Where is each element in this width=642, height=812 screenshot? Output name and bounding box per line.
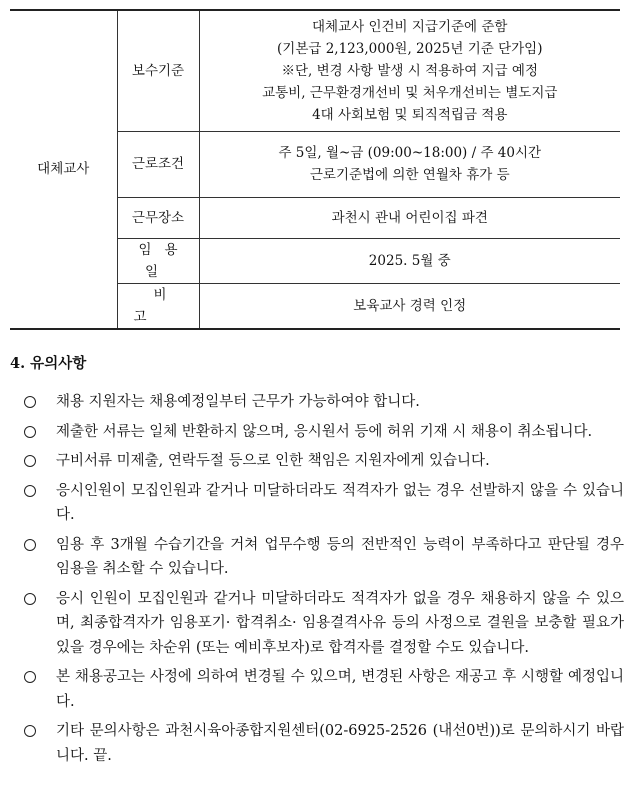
conditions-table — [10, 9, 620, 330]
list-item — [24, 390, 624, 415]
list-item — [24, 533, 624, 582]
note-text: 구비서류 미제출, 연락두절 등으로 인한 책임은 지원자에게 있습니다. — [56, 453, 490, 469]
section-title: 4. 유의사항 — [10, 355, 87, 372]
appointment-label-text: 임용일 — [138, 241, 191, 280]
note-text: 제출한 서류는 일체 반환하지 않으며, 응시원서 등에 허위 기재 시 채용이 취소됩니다. — [56, 423, 593, 440]
note-text: 응시인원이 모집인원과 같거나 미달하더라도 적격자가 없는 경우 선발하지 않을 수 있습니다. — [56, 482, 624, 523]
note-text: 기타 문의사항은 과천시육아종합지원센터(02-6925-2526 (내선0번))로 문의하시기 바랍니다. 끝. — [56, 723, 624, 764]
category-cell: 대체교사 — [10, 10, 117, 329]
list-item — [24, 420, 624, 445]
circle-bullet-icon — [24, 725, 36, 737]
note-text: 본 채용공고는 사정에 의하여 변경될 수 있으며, 변경된 사항은 재공고 후 시행할 예정입니다. — [56, 669, 624, 710]
salary-line-4: 교통비, 근무환경개선비 및 처우개선비는 별도지급 — [262, 84, 558, 101]
row-value-appointment: 2025. 5월 중 — [199, 238, 620, 283]
list-item — [24, 479, 624, 528]
salary-line-5: 4대 사회보험 및 퇴직적립금 적용 — [312, 106, 508, 123]
list-item — [24, 719, 624, 768]
circle-bullet-icon — [24, 593, 36, 605]
circle-bullet-icon — [24, 539, 36, 551]
row-label-conditions: 근로조건 — [117, 131, 199, 197]
salary-line-1: 대체교사 인건비 지급기준에 준함 — [312, 18, 508, 35]
row-value-conditions — [199, 131, 620, 197]
salary-line-3: ※단, 변경 사항 발생 시 적용하여 지급 예정 — [281, 62, 538, 79]
note-text: 채용 지원자는 채용예정일부터 근무가 가능하여야 합니다. — [56, 394, 420, 410]
note-text: 임용 후 3개월 수습기간을 거쳐 업무수행 등의 전반적인 능력이 부족하다고 판단될 경우 임용을 취소할 수 있습니다. — [56, 536, 624, 577]
list-item — [24, 665, 624, 714]
note-text: 응시 인원이 모집인원과 같거나 미달하더라도 적격자가 없을 경우 채용하지 않을 수 있으며, 최종합격자가 임용포기· 합격취소· 임용결격사유 등의 사정으로 결원을 보충할 필요가 있을 경우에는 차순위 (또는 예비후보자)로 합격자를 결정할 수도 있습니다. — [56, 590, 624, 656]
row-label-appointment — [117, 238, 199, 283]
notes-list — [24, 390, 624, 773]
conditions-line-1: 주 5일, 월~금 (09:00~18:00) / 주 40시간 — [278, 145, 542, 161]
circle-bullet-icon — [24, 671, 36, 683]
row-value-remarks: 보육교사 경력 인정 — [199, 283, 620, 329]
table-row-salary — [10, 10, 620, 131]
row-label-salary: 보수기준 — [117, 10, 199, 131]
circle-bullet-icon — [24, 455, 36, 467]
row-label-remarks — [117, 283, 203, 329]
salary-line-2: (기본급 2,123,000원, 2025년 기준 단가임) — [277, 40, 543, 57]
list-item — [24, 587, 624, 661]
remarks-label-text: 비고 — [133, 286, 203, 325]
conditions-line-2: 근로기준법에 의한 연월차 휴가 등 — [309, 167, 510, 183]
circle-bullet-icon — [24, 396, 36, 408]
circle-bullet-icon — [24, 426, 36, 438]
list-item — [24, 449, 624, 474]
row-value-workplace: 과천시 관내 어린이집 파견 — [199, 197, 620, 238]
circle-bullet-icon — [24, 485, 36, 497]
row-label-workplace: 근무장소 — [117, 197, 199, 238]
row-value-salary — [199, 10, 620, 131]
